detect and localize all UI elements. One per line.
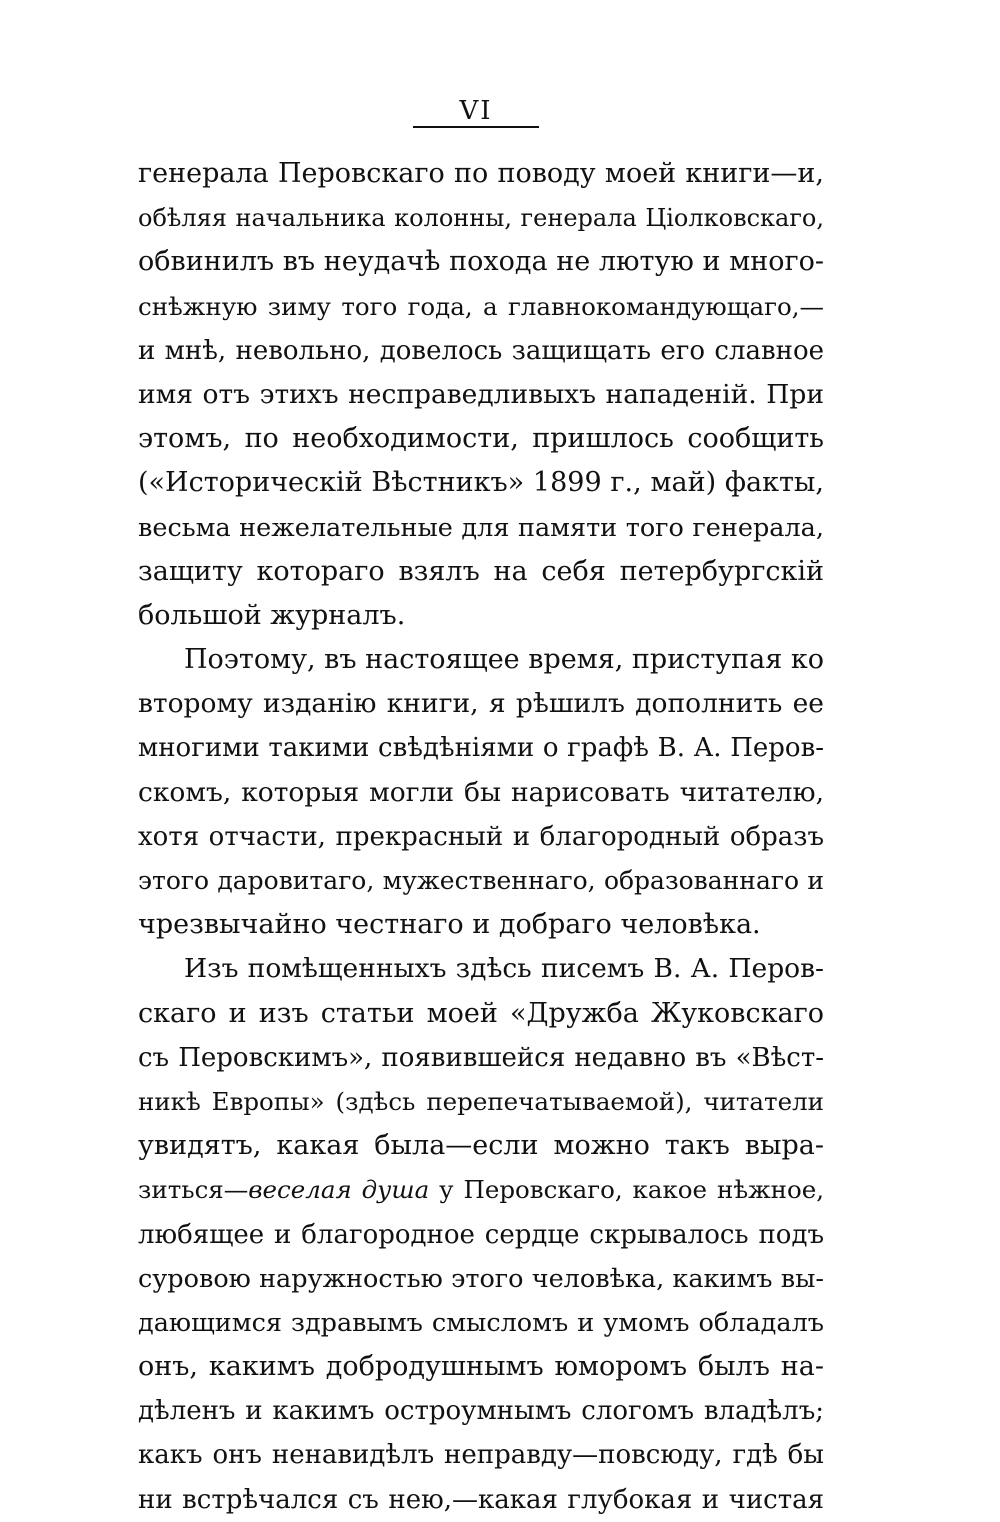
text-line: Изъ помѣщенныхъ здѣсь писемъ В. А. Перов- [184, 953, 824, 985]
header-rule [413, 126, 539, 128]
text-line: снѣжную зиму того года, а главнокомандующаго,— [138, 291, 824, 321]
text-line: имя отъ этихъ несправедливыхъ нападеній. При [138, 378, 824, 410]
text-line: и мнѣ, невольно, довелось защищать его славное [138, 335, 824, 366]
text-line: чрезвычайно честнаго и добраго человѣка. [138, 909, 761, 941]
text-line: многими такими свѣдѣніями о графѣ В. А. Перов- [138, 733, 824, 764]
text-line: весьма нежелательные для памяти того генерала, [138, 512, 824, 543]
text-line: хотя отчасти, прекрасный и благородный образъ [138, 821, 824, 852]
paragraph-2 [138, 638, 824, 947]
text-line: дающимся здравымъ смысломъ и умомъ обладалъ [138, 1307, 824, 1338]
text-line: дѣленъ и какимъ остроумнымъ слогомъ владѣлъ; [138, 1396, 824, 1427]
text-line: любящее и благородное сердце скрывалось подъ [138, 1219, 824, 1250]
line-segment: у Перовскаго, какое нѣжное, [429, 1175, 824, 1205]
text-line: скомъ, которыя могли бы нарисовать читателю, [138, 776, 824, 808]
paragraph-3 [138, 947, 824, 1521]
text-line: суровою наружностью этого человѣка, какимъ вы- [138, 1263, 824, 1294]
body-text [138, 152, 824, 1522]
emphasized-phrase: веселая душа [248, 1175, 430, 1205]
text-line: скаго и изъ статьи моей «Дружба Жуковскаго [138, 997, 824, 1029]
text-line: ни встрѣчался съ нею,—какая глубокая и чистая [138, 1484, 824, 1515]
text-line: онъ, какимъ добродушнымъ юморомъ былъ на- [138, 1351, 824, 1383]
text-line: защиту котораго взялъ на себя петербургскій [138, 555, 824, 587]
text-line: обвинилъ въ неудачѣ похода не лютую и много- [138, 246, 824, 278]
text-line: второму изданію книги, я рѣшилъ дополнить ее [138, 688, 824, 720]
text-line: никѣ Европы» (здѣсь перепечатываемой), читатели [138, 1086, 824, 1116]
text-line: большой журналъ. [138, 599, 406, 631]
text-line: этого даровитаго, мужественнаго, образованнаго и [138, 866, 824, 895]
text-line: этомъ, по необходимости, пришлось сообщить [138, 423, 824, 455]
text-line: обѣляя начальника колонны, генерала Ціолковскаго, [138, 204, 824, 233]
text-line: («Историческій Вѣстникъ» 1899 г., май) факты, [138, 467, 824, 499]
paragraph-1 [138, 152, 824, 638]
text-line-with-emphasis [138, 1168, 824, 1212]
text-line: увидятъ, какая была—если можно такъ выра- [138, 1130, 824, 1162]
text-line: Поэтому, въ настоящее время, приступая ко [184, 644, 824, 676]
page-number: VI [459, 96, 493, 126]
text-line: съ Перовскимъ», появившейся недавно въ «Вѣст- [138, 1042, 824, 1073]
line-segment: зиться— [138, 1175, 249, 1205]
text-line: какъ онъ ненавидѣлъ неправду—повсюду, гдѣ бы [138, 1440, 824, 1471]
text-line: генерала Перовскаго по поводу моей книги—и, [138, 158, 824, 189]
